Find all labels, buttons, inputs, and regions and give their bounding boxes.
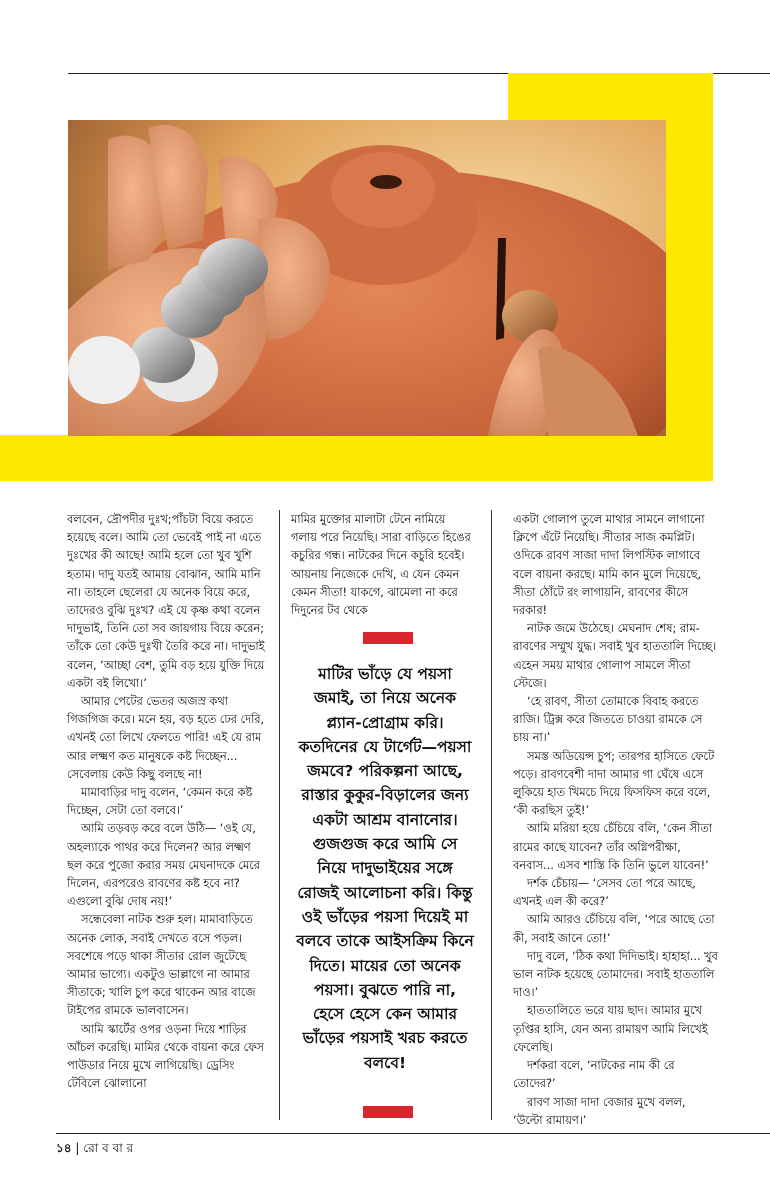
paragraph: দর্শকরা বলে, ‘নাটকের নাম কী রে তোদের?’: [513, 1059, 675, 1091]
paragraph: আমি স্কার্টের ওপর ওড়না দিয়ে শাড়ির আঁচল করেছি। মামির থেকে বায়না করে ফেস পাউডার নিয়ে মুখে লাগিয়েছি। ড্রেসিং টেবিলে ঝোলানো: [67, 1022, 264, 1091]
paragraph: সন্ধেবেলা নাটক শুরু হল। মামাবাড়িতে অনেক লোক, সবাই দেখতে বসে পড়ল। সবশেষে পড়ে থাকা সীতার রোল জুটেছে আমার ভাগ্যে। একটুও ভাল্লাগে না আমার সীতাকে; খালি চুপ করে থাকেন আর বাজে টাইপের রামকে ভালবাসেন।: [67, 913, 256, 1018]
piggy-bank-coins-image: [68, 120, 666, 436]
article-column-right: [513, 511, 718, 1130]
paragraph: সমস্ত অডিয়েন্স চুপ; তারপর হাসিতে ফেটে পড়ে। রাবণবেশী দাদা আমার গা ঘেঁষে এসে লুকিয়ে হাত খিমচে দিয়ে ফিসফিস করে বলে, ‘কী করছিস তুই!’: [513, 749, 715, 818]
pull-quote: মাটির ভাঁড়ে যে পয়সা জমাই, তা নিয়ে অনেক প্ল্যান-প্রোগ্রাম করি। কতদিনের যে টার্গেট—পয়সা জমবে? পরিকল্পনা আছে, রাস্তার কুকুর-বিড়ালের জন্য একটা আশ্রম বানানোর। গুজগুজ করে আমি সে নিয়ে দাদুভাইয়ের সঙ্গে রোজই আলোচনা করি। কিন্তু ওই ভাঁড়ের পয়সা দিয়েই মা বলবে তাকে আইসক্রিম কিনে দিতে। মায়ের তো অনেক পয়সা। বুঝতে পারি না, হেসে হেসে কেন আমার ভাঁড়ের পয়সাই খরচ করতে বলবে!: [296, 665, 474, 1072]
paragraph: দাদু বলে, ‘ঠিক কথা দিদিভাই। হাহাহা... খুব ভাল নাটক হয়েছে তোমাদের। সবাই হাততালি দাও।’: [513, 949, 718, 1000]
paragraph: দর্শক চেঁচায়— ‘সেসব তো পরে আছে, এখনই এল কী করে?’: [513, 877, 696, 909]
magazine-name: রো ব বা র: [83, 1141, 134, 1155]
paragraph: মামির মুক্তোর মালাটা টেনে নামিয়ে গলায় পরে নিয়েছি। সারা বাড়িতে হিঙের কচুরির গন্ধ। নাটকের দিনে কচুরি হবেই। আয়নায় নিজেকে দেখি, এ যেন কেমন কেমন সীতা! যাকগে, ঝামেলা না করে দিদুনের টব থেকে: [291, 513, 471, 618]
page-number: ১৪: [56, 1141, 72, 1155]
paragraph: আমি মরিয়া হয়ে চেঁচিয়ে বলি, ‘কেন সীতা রামের কাছে যাবেন? তাঁর অগ্নিপরীক্ষা, বনবাস... এসব শাস্তি কি তিনি ভুলে যাবেন!’: [513, 822, 713, 872]
hero-photo: [68, 120, 666, 436]
footer-separator: |: [75, 1141, 80, 1155]
column-divider: [491, 510, 492, 1120]
paragraph: মামাবাড়ির দাদু বলেন, ‘কেমন করে কষ্ট দিচ্ছেন, সেটা তো বলবে।’: [67, 786, 253, 818]
page-footer: [56, 1140, 133, 1160]
pullquote-bottom-bar: [363, 1106, 413, 1118]
paragraph: নাটক জমে উঠেছে। মেঘনাদ শেষ; রাম-রাবণের সম্মুখ যুদ্ধ। সবাই খুব হাততালি দিচ্ছে। এহেন সময় মাথার গোলাপ সামলে সীতা স্টেজে।: [513, 622, 717, 690]
paragraph: আমার পেটের ভেতর অজস্র কথা গিজগিজ করে। মনে হয়, বড় হতে ঢের দেরি, এখনই তো লিখে ফেলতে পারি! এই যে রাম আর লক্ষ্মণ কত মানুষকে কষ্ট দিচ্ছেন... সেবেলায় কেউ কিছু বলছে না!: [67, 695, 265, 781]
yellow-frame-right: [665, 73, 713, 481]
paragraph: আমি আরও চেঁচিয়ে বলি, ‘পরে আছে তো কী, সবাই জানে তো!’: [513, 913, 715, 945]
paragraph: আমি তড়বড় করে বলে উঠি— ‘ওই যে, অহল্যাকে পাথর করে দিলেন? আর লক্ষ্মণ ছল করে পুজো করার সময় মেঘনাদকে মেরে দিলেন, এরপরেও রাবণের কষ্ট হবে না? এগুলো বুঝি দোষ নয়!’: [67, 822, 260, 909]
pullquote-top-bar: [363, 632, 413, 644]
article-column-middle: [291, 511, 471, 620]
paragraph: হাততালিতে ভরে যায় ছাদ। আমার মুখে তৃপ্তির হাসি, যেন অন্য রামায়ণ আমি লিখেই ফেলেছি।: [513, 1004, 708, 1054]
yellow-frame-bottom: [0, 435, 713, 481]
paragraph: বলবেন, দ্রৌপদীর দুঃখ;পাঁচটা বিয়ে করতে হয়েছে বলে। আমি তো ভেবেই পাই না এতে দুঃখের কী আছে! আমি হলে তো খুব খুশি হতাম। দাদু যতই আমায় বোঝান, আমি মানি না। তাহলে ছেলেরা যে অনেক বিয়ে করে, তাদেরও বুঝি দুঃখ? এই যে কৃষ্ণ কথা বলেন দাদুভাই, তিনি তো সব জায়গায় বিয়ে করেন; তাঁকে তো কেউ দুঃখী তৈরি করে না। দাদুভাই বলেন, ‘আচ্ছা বেশ, তুমি বড় হয়ে যুক্তি দিয়ে একটা বই লিখো।’: [67, 513, 265, 690]
paragraph: রাবণ সাজা দাদা বেজার মুখে বলল, ‘উল্টো রামায়ণ।’: [513, 1095, 686, 1127]
article-column-left: [67, 511, 269, 1094]
paragraph: একটা গোলাপ তুলে মাথার সামনে লাগানো ক্লিপে এঁটে নিয়েছি। সীতার সাজ কমপ্লিট। ওদিকে রাবণ সাজা দাদা লিপস্টিক লাগাবে বলে বায়না করছে। মামি কান মুলে দিয়েছে, সীতা ঠোঁটে রং লাগায়নি, রাবণের কীসে দরকার!: [513, 513, 705, 618]
column-divider: [279, 510, 280, 1120]
paragraph: ‘হে রাবণ, সীতা তোমাকে বিবাহ করতে রাজি। ট্রিক্স করে জিততে চাওয়া রামকে সে চায় না।’: [513, 695, 703, 745]
bottom-rule: [56, 1133, 770, 1134]
